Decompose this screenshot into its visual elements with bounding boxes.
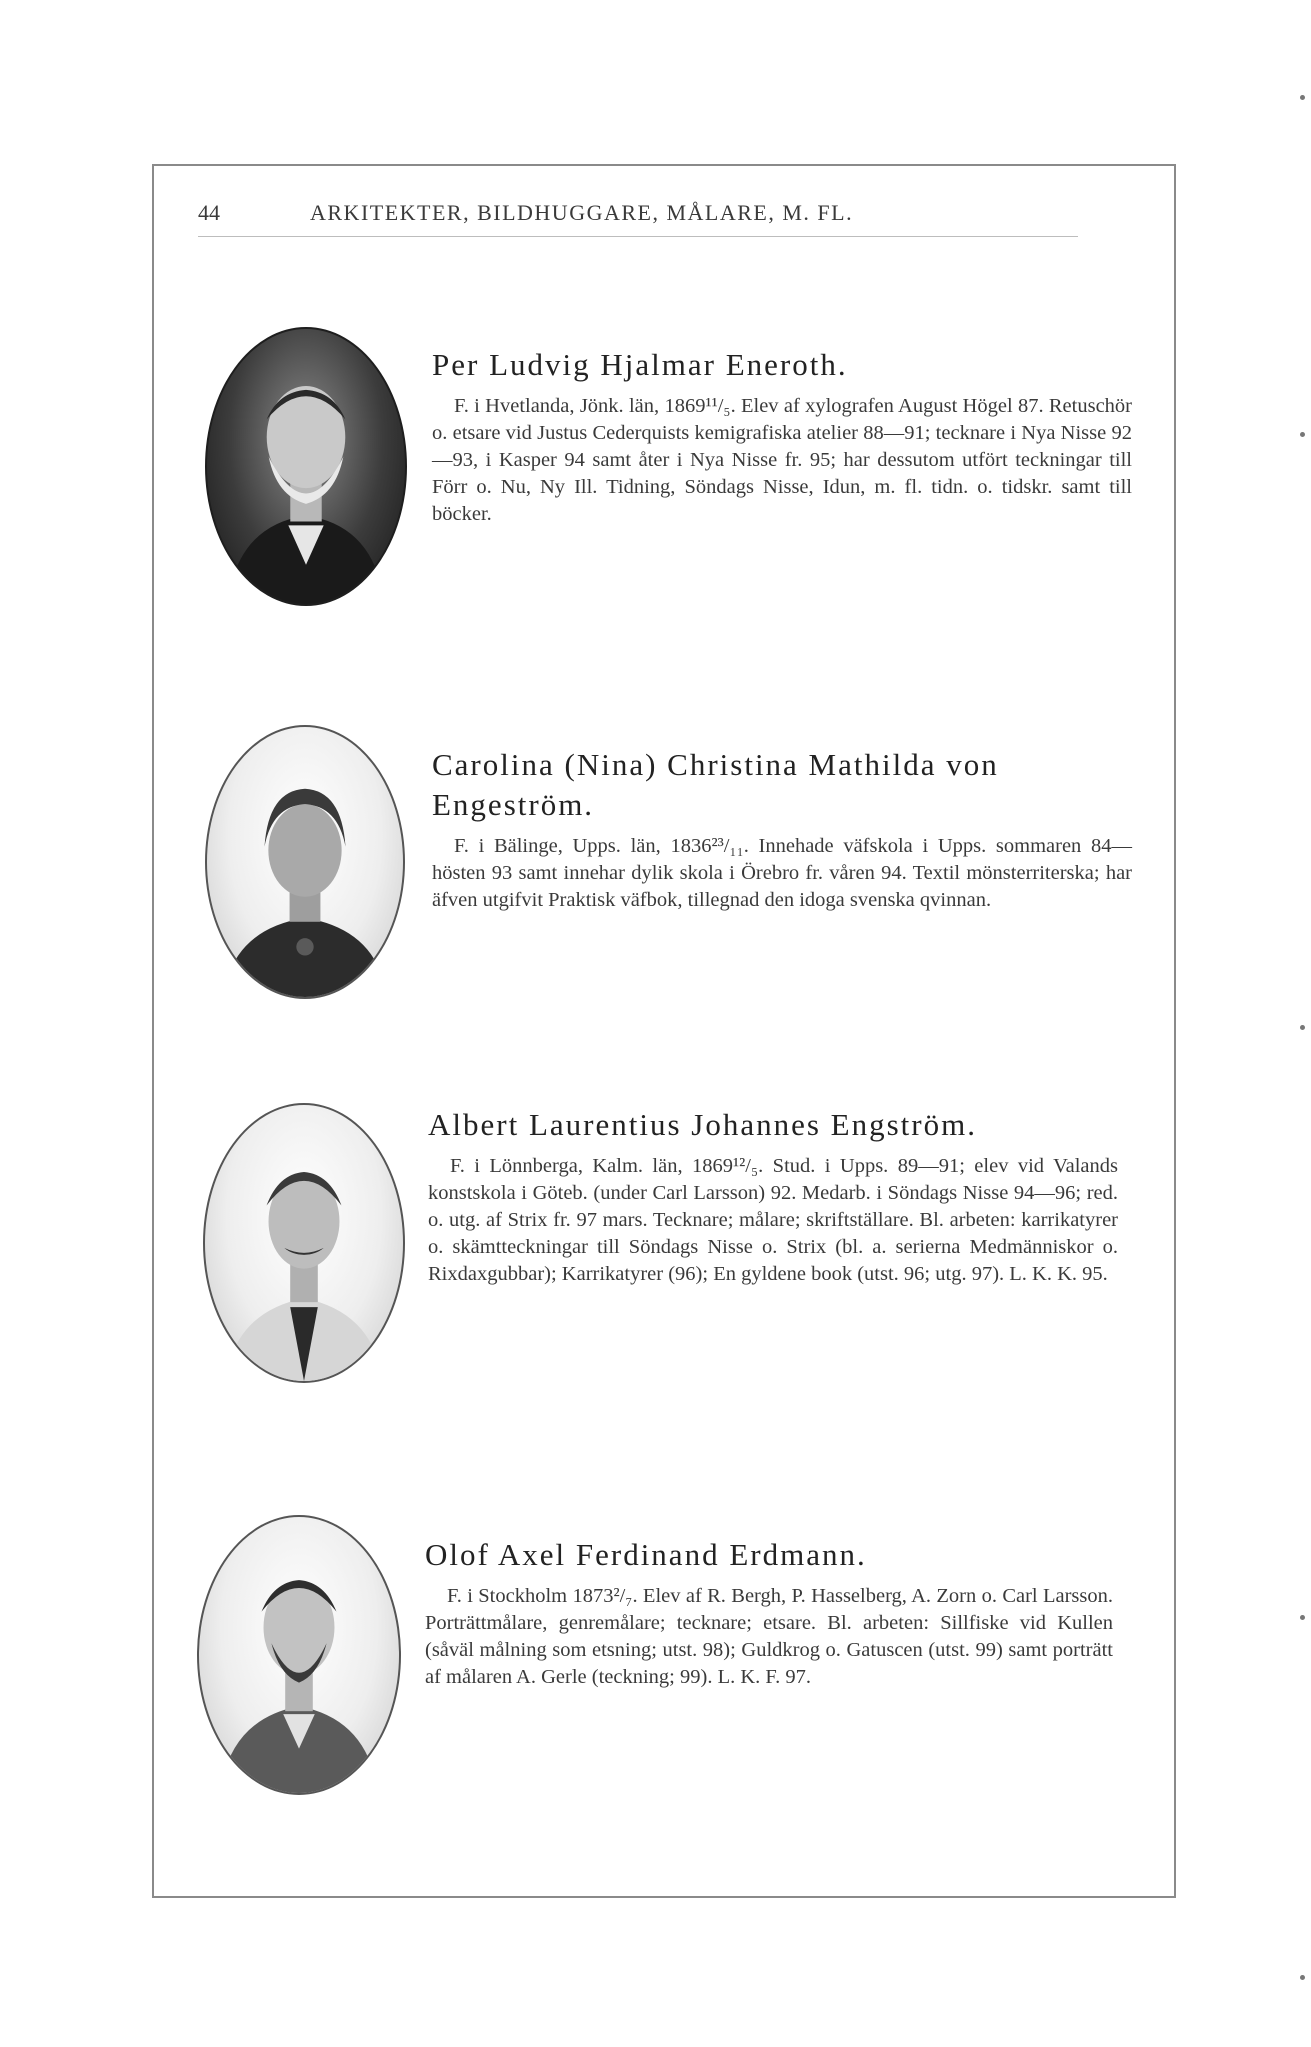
entry-bio: F. i Lönnberga, Kalm. län, 1869¹²/₅. Stud. i Upps. 89—91; elev vid Valands konstskola i Göteb. (under Carl Larsson) 92. Medarb. i Söndags Nisse 94—96; red. o. utg. af Strix fr. 97 mars. Tecknare; målare; skriftställare. Bl. arbeten: karrikatyrer o. skämtteckningar till Söndags Nisse o. Strix (bl. a. serierna Medmänniskor o. Rixdaxgubbar); Karrikatyrer (96); En gyldene book (utst. 96; utg. 97). L. K. K. 95. xyxy=(428,1155,1118,1285)
entry-bio: F. i Stockholm 1873²/₇. Elev af R. Bergh, P. Hasselberg, A. Zorn o. Carl Larsson. Porträttmålare, genremålare; tecknare; etsare. Bl. arbeten: Sillfiske vid Kullen (såväl målning som etsning; utst. 98); Guldkrog o. Gatuscen (utst. 99) samt porträtt af målaren A. Gerle (teckning; 99). L. K. F. 97. xyxy=(425,1585,1113,1688)
entry-name: Carolina (Nina) Christina Mathilda von Engeström. xyxy=(432,747,999,822)
scan-speck xyxy=(1300,432,1305,437)
entry-name: Per Ludvig Hjalmar Eneroth. xyxy=(432,347,848,382)
scan-speck xyxy=(1300,1615,1305,1620)
portrait-engstrom xyxy=(203,1103,405,1383)
scan-speck xyxy=(1300,95,1305,100)
portrait-engstrom-figure xyxy=(205,1105,403,1381)
scan-speck xyxy=(1300,1975,1305,1980)
page-number: 44 xyxy=(198,200,220,225)
portrait-eneroth-figure xyxy=(207,329,405,604)
portrait-eneroth xyxy=(205,327,407,606)
portrait-von-engestrom xyxy=(205,725,405,999)
entry-name: Albert Laurentius Johannes Engström. xyxy=(428,1107,977,1142)
entry-bio: F. i Bälinge, Upps. län, 1836²³/₁₁. Innehade väfskola i Upps. sommaren 84—hösten 93 samt innehar dylik skola i Örebro fr. våren 94. Textil mönsterriterska; har äfven utgifvit Praktisk väfbok, tillegnad den idoga svenska qvinnan. xyxy=(432,835,1132,911)
entry-bio: F. i Hvetlanda, Jönk. län, 1869¹¹/₅. Elev af xylografen August Högel 87. Retuschör o. etsare vid Justus Cederquists kemigrafiska atelier 88—91; tecknare i Nya Nisse 92—93, i Kasper 94 samt åter i Nya Nisse fr. 95; har dessutom utfört teckningar till Förr o. Nu, Ny Ill. Tidning, Söndags Nisse, Idun, m. fl. tidn. o. tidskr. samt till böcker. xyxy=(432,395,1132,525)
scan-speck xyxy=(1300,1025,1305,1030)
portrait-erdmann xyxy=(197,1515,401,1795)
running-title: ARKITEKTER, BILDHUGGARE, MÅLARE, M. FL. xyxy=(310,200,854,225)
page-header xyxy=(198,200,1078,237)
entry-name: Olof Axel Ferdinand Erdmann. xyxy=(425,1537,867,1572)
portrait-erdmann-figure xyxy=(199,1517,399,1793)
portrait-von-engestrom-figure xyxy=(207,727,403,997)
